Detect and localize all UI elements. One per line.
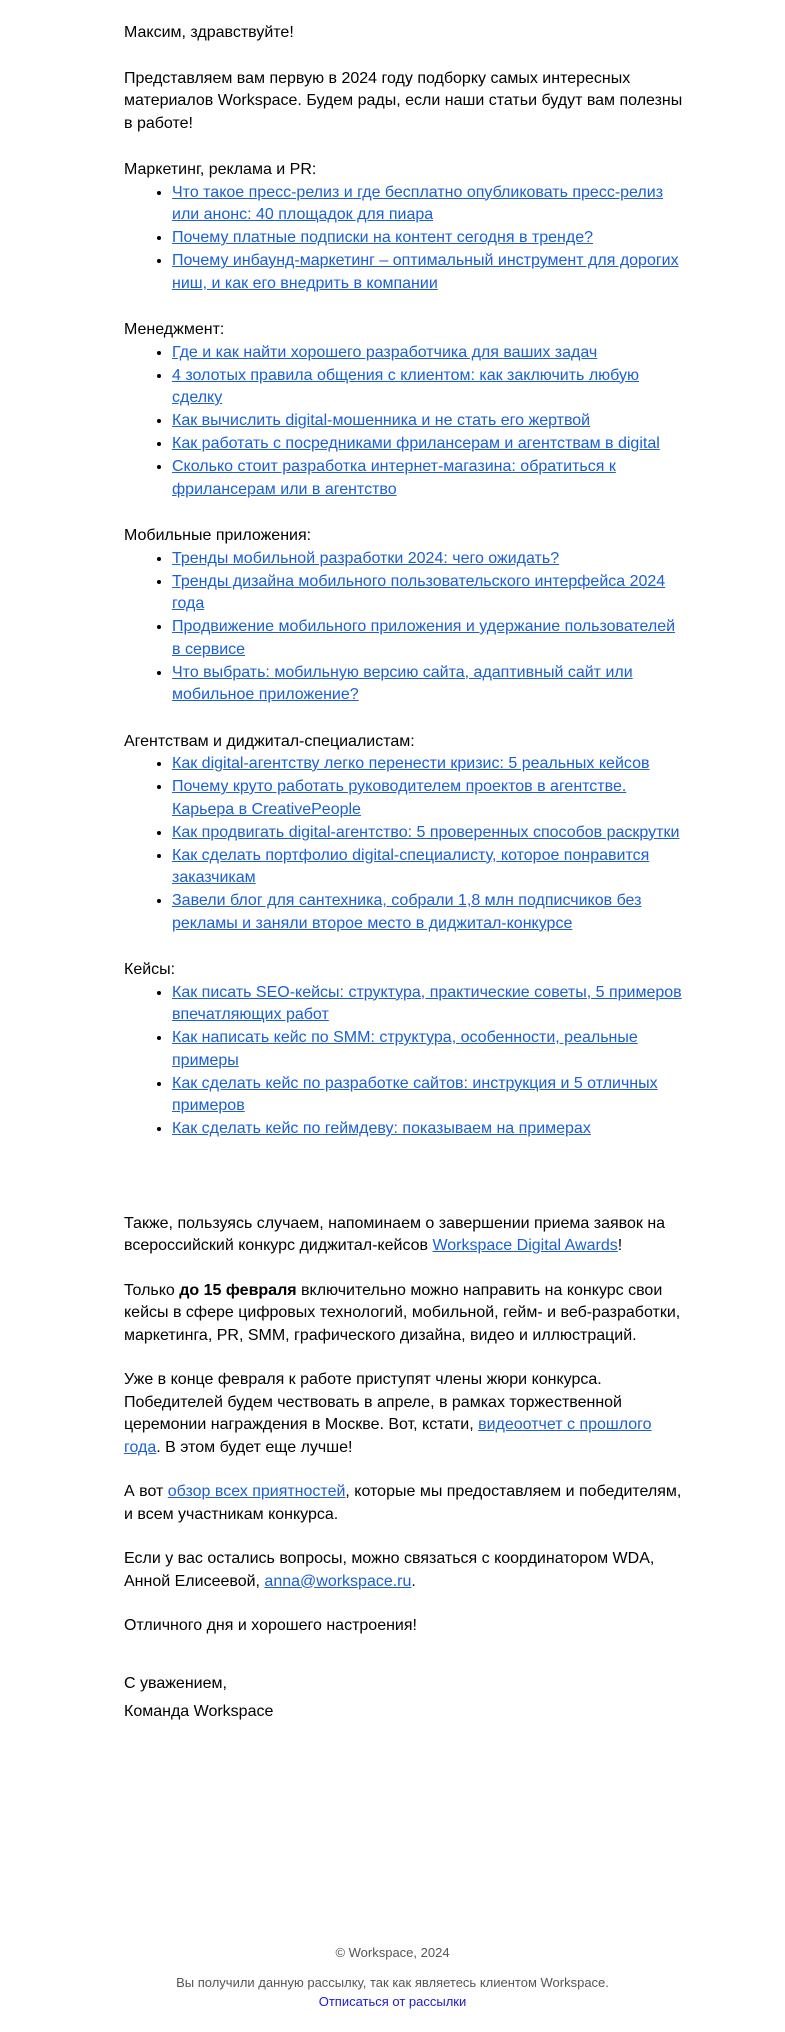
list-item <box>172 845 684 890</box>
article-link[interactable]: Как digital-агентству легко перенести кризис: 5 реальных кейсов <box>172 755 650 772</box>
article-list <box>124 182 684 296</box>
article-list <box>124 753 684 935</box>
list-item <box>172 250 684 295</box>
section-title: Менеджмент: <box>124 321 225 338</box>
jury-paragraph: Уже в конце февраля к работе приступят члены жюри конкурса. Победителей будем чествовать в апреле, в рамках торжественной церемонии награждения в Москве. Вот, кстати, видеоотчет с прошлого года. В этом будет еще лучше! <box>124 1371 652 1456</box>
greeting: Максим, здравствуйте! <box>124 24 294 41</box>
section <box>124 525 684 707</box>
article-link[interactable]: Как написать кейс по SMM: структура, особенности, реальные примеры <box>172 1029 638 1069</box>
section-title: Агентствам и диджитал-специалистам: <box>124 732 415 750</box>
perks-paragraph: А вот обзор всех приятностей, которые мы предоставляем и победителям, и всем участникам конкурса. <box>124 1483 682 1523</box>
article-list <box>124 342 684 502</box>
article-link[interactable]: Как сделать кейс по разработке сайтов: инструкция и 5 отличных примеров <box>172 1074 658 1114</box>
list-item <box>172 662 684 707</box>
list-item <box>172 1027 684 1072</box>
list-item <box>172 571 684 616</box>
intro-text: Представляем вам первую в 2024 году подборку самых интересных материалов Workspace. Будем рады, если наши статьи будут вам полезны в работе! <box>124 69 683 132</box>
copyright: © Workspace, 2024 <box>335 1945 450 1960</box>
article-link[interactable]: Продвижение мобильного приложения и удержание пользователей в сервисе <box>172 618 676 658</box>
signature-line-1: С уважением, <box>124 1674 227 1692</box>
list-item <box>172 822 684 845</box>
list-item <box>172 365 684 410</box>
list-item <box>172 410 684 433</box>
email-body <box>124 22 684 1726</box>
list-item <box>172 227 684 250</box>
article-link[interactable]: Почему инбаунд-маркетинг – оптимальный инструмент для дорогих ниш, и как его внедрить в компании <box>172 252 679 292</box>
list-item <box>172 616 684 661</box>
list-item <box>172 890 684 935</box>
article-list <box>124 548 684 707</box>
section-title: Кейсы: <box>124 961 176 978</box>
signature-line-2: Команда Workspace <box>124 1702 274 1720</box>
section <box>124 159 684 295</box>
article-link[interactable]: Почему платные подписки на контент сегодня в тренде? <box>172 229 593 246</box>
footer <box>0 1944 785 2012</box>
list-item <box>172 1073 684 1118</box>
list-item <box>172 982 684 1027</box>
article-link[interactable]: Как работать с посредниками фрилансерам и агентствам в digital <box>172 435 660 452</box>
article-link[interactable]: Как писать SEO-кейсы: структура, практические советы, 5 примеров впечатляющих работ <box>172 983 682 1023</box>
list-item <box>172 776 684 821</box>
unsubscribe-link[interactable]: Отписаться от рассылки <box>318 1994 467 2009</box>
closing-text: Отличного дня и хорошего настроения! <box>124 1617 417 1634</box>
article-link[interactable]: Тренды дизайна мобильного пользовательского интерфейса 2024 года <box>172 572 666 612</box>
article-sections <box>124 159 684 1141</box>
article-link[interactable]: Как продвигать digital-агентство: 5 проверенных способов раскрутки <box>172 823 680 841</box>
article-list <box>124 982 684 1141</box>
section <box>124 319 684 501</box>
list-item <box>172 753 684 776</box>
awards-paragraph: Также, пользуясь случаем, напоминаем о завершении приема заявок на всероссийский конкурс диджитал-кейсов Workspace Digital Awards! <box>124 1214 666 1254</box>
list-item <box>172 182 684 227</box>
section <box>124 959 684 1141</box>
perks-link[interactable]: обзор всех приятностей <box>167 1483 346 1500</box>
list-item <box>172 433 684 456</box>
video-report-link[interactable]: видеоотчет с прошлого года <box>124 1416 652 1456</box>
article-link[interactable]: Как вычислить digital-мошенника и не стать его жертвой <box>172 412 591 429</box>
section-title: Маркетинг, реклама и PR: <box>124 161 317 178</box>
section <box>124 731 684 936</box>
article-link[interactable]: Завели блог для сантехника, собрали 1,8 млн подписчиков без рекламы и заняли второе место в диджитал-конкурсе <box>172 892 642 932</box>
list-item <box>172 548 684 571</box>
deadline-paragraph: Только до 15 февраля включительно можно направить на конкурс свои кейсы в сфере цифровых технологий, мобильной, гейм- и веб-разработки, маркетинга, PR, SMM, графического дизайна, видео и иллюстраций. <box>124 1281 681 1344</box>
deadline-date: до 15 февраля <box>179 1281 297 1299</box>
email-link[interactable]: anna@workspace.ru <box>264 1572 412 1590</box>
article-link[interactable]: Где и как найти хорошего разработчика для ваших задач <box>172 343 598 361</box>
signature <box>124 1670 684 1726</box>
article-link[interactable]: Сколько стоит разработка интернет-магазина: обратиться к фрилансерам или в агентство <box>172 458 616 498</box>
article-link[interactable]: Как сделать портфолио digital-специалисту, которое понравится заказчикам <box>172 846 650 886</box>
section-title: Мобильные приложения: <box>124 527 312 544</box>
subscription-note: Вы получили данную рассылку, так как являетесь клиентом Workspace. <box>176 1975 609 1990</box>
list-item <box>172 456 684 501</box>
article-link[interactable]: Тренды мобильной разработки 2024: чего ожидать? <box>172 549 560 567</box>
article-link[interactable]: Как сделать кейс по геймдеву: показываем на примерах <box>172 1120 591 1137</box>
list-item <box>172 1118 684 1141</box>
article-link[interactable]: Почему круто работать руководителем проектов в агентстве. Карьера в CreativePeople <box>172 778 627 818</box>
article-link[interactable]: 4 золотых правила общения с клиентом: как заключить любую сделку <box>172 366 639 406</box>
list-item <box>172 342 684 365</box>
awards-link[interactable]: Workspace Digital Awards <box>432 1237 618 1254</box>
article-link[interactable]: Что такое пресс-релиз и где бесплатно опубликовать пресс-релиз или анонс: 40 площадок для пиара <box>172 183 664 223</box>
contact-paragraph: Если у вас остались вопросы, можно связаться с координатором WDA, Анной Елисеевой, anna@workspace.ru. <box>124 1550 655 1590</box>
article-link[interactable]: Что выбрать: мобильную версию сайта, адаптивный сайт или мобильное приложение? <box>172 663 633 703</box>
